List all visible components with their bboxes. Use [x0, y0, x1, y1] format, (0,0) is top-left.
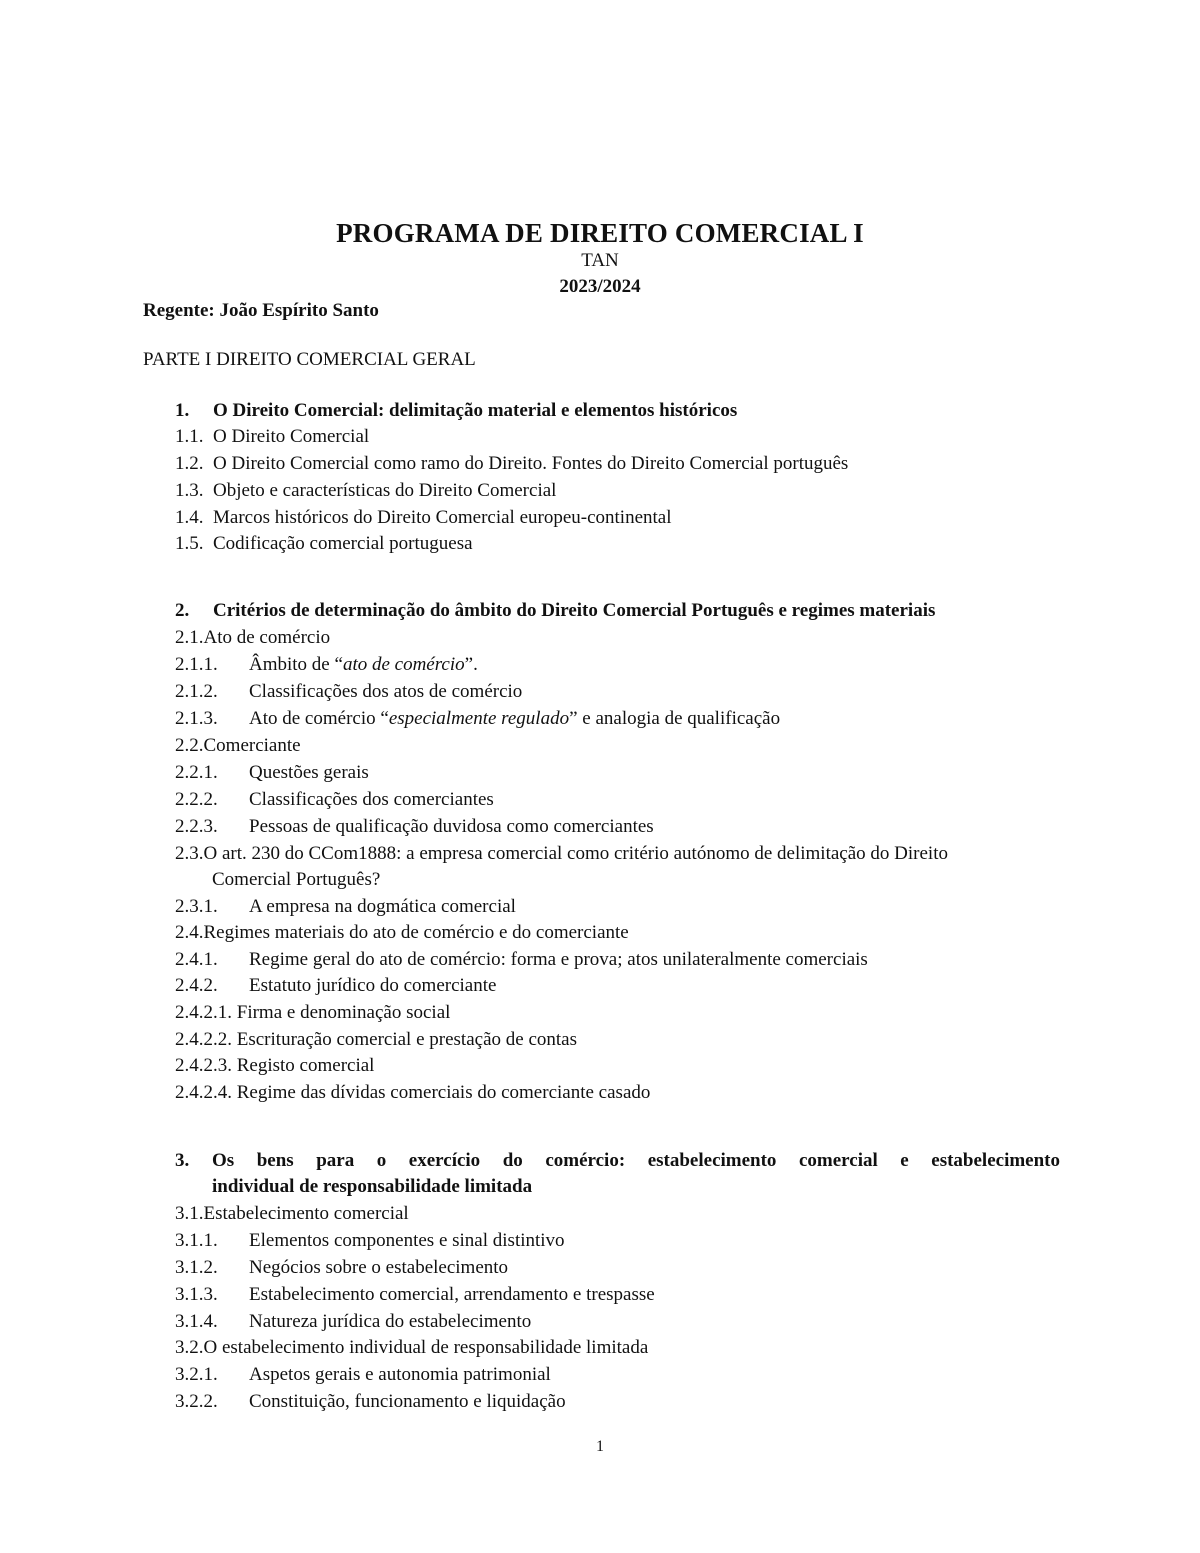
section-2-heading	[175, 600, 935, 622]
list-item: 3.1.3. Estabelecimento comercial, arrendamento e trespasse	[175, 1284, 655, 1305]
document-title: PROGRAMA DE DIREITO COMERCIAL I	[336, 218, 864, 248]
section-title: O Direito Comercial: delimitação material e elementos históricos	[213, 400, 738, 421]
list-item: 2.2.1. Questões gerais	[175, 762, 369, 783]
list-item: 3.1.Estabelecimento comercial	[175, 1203, 409, 1224]
section-1-heading	[175, 400, 737, 422]
list-item: 2.2.Comerciante	[175, 735, 301, 756]
section-3-title-line-2: individual de responsabilidade limitada	[212, 1176, 533, 1197]
list-item: 1.5. Codificação comercial portuguesa	[175, 533, 473, 554]
list-item: 1.3. Objeto e características do Direito Comercial	[175, 480, 557, 501]
list-item: 3.1.4. Natureza jurídica do estabelecimento	[175, 1311, 532, 1332]
list-item: 2.1.3. Ato de comércio “especialmente regulado” e analogia de qualificação	[175, 708, 781, 729]
list-item: 2.4.1. Regime geral do ato de comércio: forma e prova; atos unilateralmente comerciais	[175, 949, 868, 970]
document-subtitle-tan: TAN	[581, 250, 619, 271]
section-title: Critérios de determinação do âmbito do Direito Comercial Português e regimes materiais	[213, 600, 936, 621]
list-item: 2.4.2.2. Escrituração comercial e prestação de contas	[175, 1029, 577, 1050]
section-number: 1.	[175, 400, 190, 421]
list-item: 2.1.2. Classificações dos atos de comércio	[175, 681, 523, 702]
list-item-continuation: Comercial Português?	[212, 869, 381, 890]
part-heading: PARTE I DIREITO COMERCIAL GERAL	[143, 349, 476, 370]
section-number: 2.	[175, 600, 190, 621]
list-item: 3.2.2. Constituição, funcionamento e liquidação	[175, 1391, 566, 1412]
list-item: 2.2.2. Classificações dos comerciantes	[175, 789, 494, 810]
section-3-title-line-1: Os bens para o exercício do comércio: estabelecimento comercial e estabelecimento	[212, 1150, 1060, 1171]
list-item: 2.2.3. Pessoas de qualificação duvidosa como comerciantes	[175, 816, 654, 837]
regente-line: Regente: João Espírito Santo	[143, 300, 379, 321]
list-item: 2.4.2.3. Registo comercial	[175, 1055, 375, 1076]
list-item: 3.1.1. Elementos componentes e sinal distintivo	[175, 1230, 565, 1251]
list-item: 2.4.2.4. Regime das dívidas comerciais do comerciante casado	[175, 1082, 651, 1103]
list-item: 2.1.1. Âmbito de “ato de comércio”.	[175, 654, 478, 675]
list-item: 2.4.2. Estatuto jurídico do comerciante	[175, 975, 497, 996]
list-item: 2.3.1. A empresa na dogmática comercial	[175, 896, 516, 917]
list-item: 3.2.O estabelecimento individual de responsabilidade limitada	[175, 1337, 649, 1358]
list-item: 2.3.O art. 230 do CCom1888: a empresa comercial como critério autónomo de delimitação do Direito	[175, 843, 948, 864]
page-number: 1	[596, 1438, 604, 1455]
list-item: 3.2.1. Aspetos gerais e autonomia patrimonial	[175, 1364, 551, 1385]
list-item: 3.1.2. Negócios sobre o estabelecimento	[175, 1257, 509, 1278]
section-3-number: 3.	[175, 1150, 190, 1171]
list-item: 2.4.Regimes materiais do ato de comércio e do comerciante	[175, 922, 629, 943]
list-item: 2.1.Ato de comércio	[175, 627, 331, 648]
list-item: 1.1. O Direito Comercial	[175, 426, 370, 447]
list-item: 1.2. O Direito Comercial como ramo do Direito. Fontes do Direito Comercial português	[175, 453, 849, 474]
list-item: 1.4. Marcos históricos do Direito Comercial europeu-continental	[175, 507, 672, 528]
list-item: 2.4.2.1. Firma e denominação social	[175, 1002, 451, 1023]
academic-year: 2023/2024	[559, 276, 641, 297]
